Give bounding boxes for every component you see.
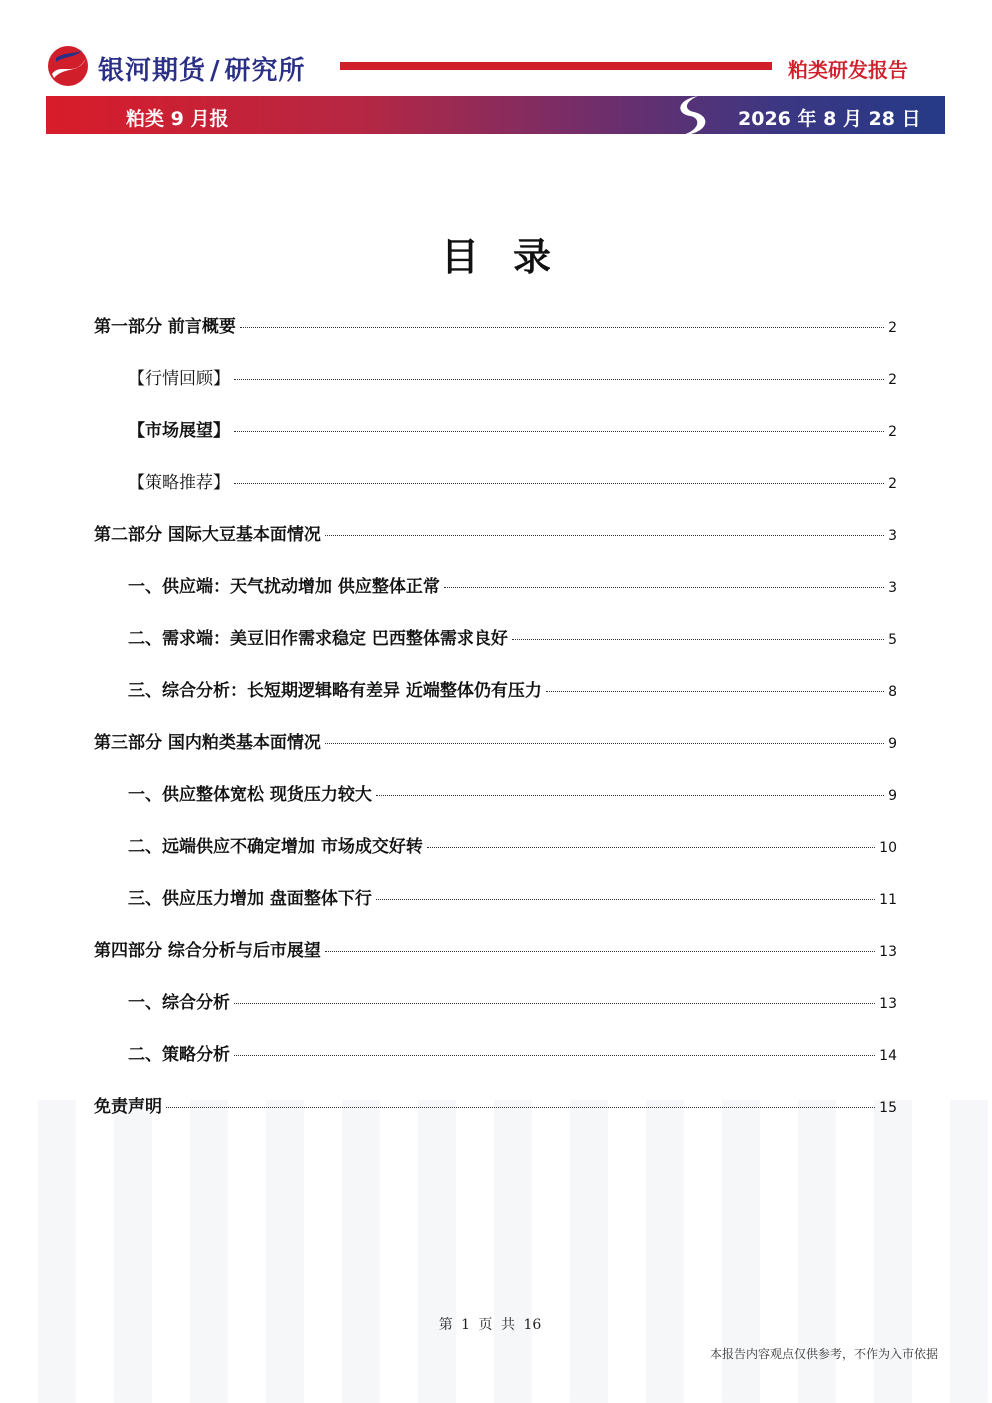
toc-leader-dots [234,431,884,432]
toc-leader-dots [325,535,884,536]
toc-leader-dots [325,743,884,744]
toc-entry-page: 15 [879,1100,897,1116]
toc-entry-page: 14 [879,1048,897,1064]
toc-entry-page: 11 [879,892,897,908]
toc-entry[interactable] [94,988,897,1040]
toc-entry[interactable] [94,936,897,988]
toc-leader-dots [376,795,884,796]
toc-entry[interactable] [94,624,897,676]
swoosh-icon [670,94,710,138]
toc-title: 目录 [440,235,585,279]
toc-entry[interactable] [94,676,897,728]
toc-entry[interactable] [94,312,897,364]
toc-entry-page: 2 [888,476,897,492]
toc-leader-dots [240,327,884,328]
toc-leader-dots [325,951,875,952]
toc-entry-label: 三、综合分析：长短期逻辑略有差异 近端整体仍有压力 [128,681,542,701]
toc-entry-label: 第一部分 前言概要 [94,317,236,337]
toc-entry[interactable] [94,884,897,936]
toc-entry-page: 13 [879,944,897,960]
toc-entry[interactable] [94,416,897,468]
page-number: 第 1 页 共 16 [438,1317,542,1333]
toc-entry-label: 二、需求端：美豆旧作需求稳定 巴西整体需求良好 [128,629,508,649]
toc-entry-label: 一、综合分析 [128,993,230,1013]
toc-leader-dots [376,899,875,900]
toc-entry[interactable] [94,520,897,572]
toc-entry-label: 三、供应压力增加 盘面整体下行 [128,889,372,909]
toc-leader-dots [166,1107,875,1108]
toc-entry-page: 5 [888,632,897,648]
table-of-contents [94,312,897,1144]
galaxy-logo-icon [46,44,94,88]
toc-entry-label: 第四部分 综合分析与后市展望 [94,941,321,961]
toc-leader-dots [234,379,884,380]
toc-leader-dots [234,1055,875,1056]
toc-entry-label: 第三部分 国内粕类基本面情况 [94,733,321,753]
toc-entry-label: 免责声明 [94,1097,162,1117]
toc-entry[interactable] [94,572,897,624]
toc-entry-label: 第二部分 国际大豆基本面情况 [94,525,321,545]
toc-leader-dots [512,639,884,640]
toc-entry-label: 二、远端供应不确定增加 市场成交好转 [128,837,423,857]
brand-slash: / [210,56,221,86]
toc-entry-label: 【策略推荐】 [128,473,230,493]
toc-entry-label: 一、供应整体宽松 现货压力较大 [128,785,372,805]
toc-leader-dots [444,587,884,588]
brand-sub: 研究所 [224,56,306,86]
toc-entry[interactable] [94,1040,897,1092]
toc-entry-page: 8 [888,684,897,700]
toc-entry-page: 10 [879,840,897,856]
toc-leader-dots [427,847,875,848]
header-red-line [340,62,772,70]
toc-entry[interactable] [94,832,897,884]
toc-entry[interactable] [94,1092,897,1144]
toc-entry[interactable] [94,468,897,520]
toc-entry[interactable] [94,364,897,416]
brand-title [98,50,306,87]
band-date: 2026 年 8 月 28 日 [738,108,921,130]
toc-entry-label: 二、策略分析 [128,1045,230,1065]
footer-disclaimer: 本报告内容观点仅供参考，不作为入市依据 [709,1347,938,1361]
toc-entry[interactable] [94,728,897,780]
toc-entry-label: 【行情回顾】 [128,369,230,389]
toc-entry-page: 3 [888,580,897,596]
toc-entry-page: 2 [888,320,897,336]
brand-name: 银河期货 [98,56,207,86]
toc-entry[interactable] [94,780,897,832]
toc-leader-dots [546,691,884,692]
report-type: 粕类研发报告 [788,58,908,82]
toc-entry-label: 一、供应端：天气扰动增加 供应整体正常 [128,577,440,597]
toc-entry-page: 9 [888,736,897,752]
band-title: 粕类 9 月报 [126,108,229,130]
toc-entry-page: 3 [888,528,897,544]
toc-leader-dots [234,483,884,484]
toc-leader-dots [234,1003,875,1004]
toc-entry-label: 【市场展望】 [128,421,230,441]
toc-entry-page: 9 [888,788,897,804]
toc-entry-page: 2 [888,372,897,388]
toc-entry-page: 13 [879,996,897,1012]
toc-entry-page: 2 [888,424,897,440]
